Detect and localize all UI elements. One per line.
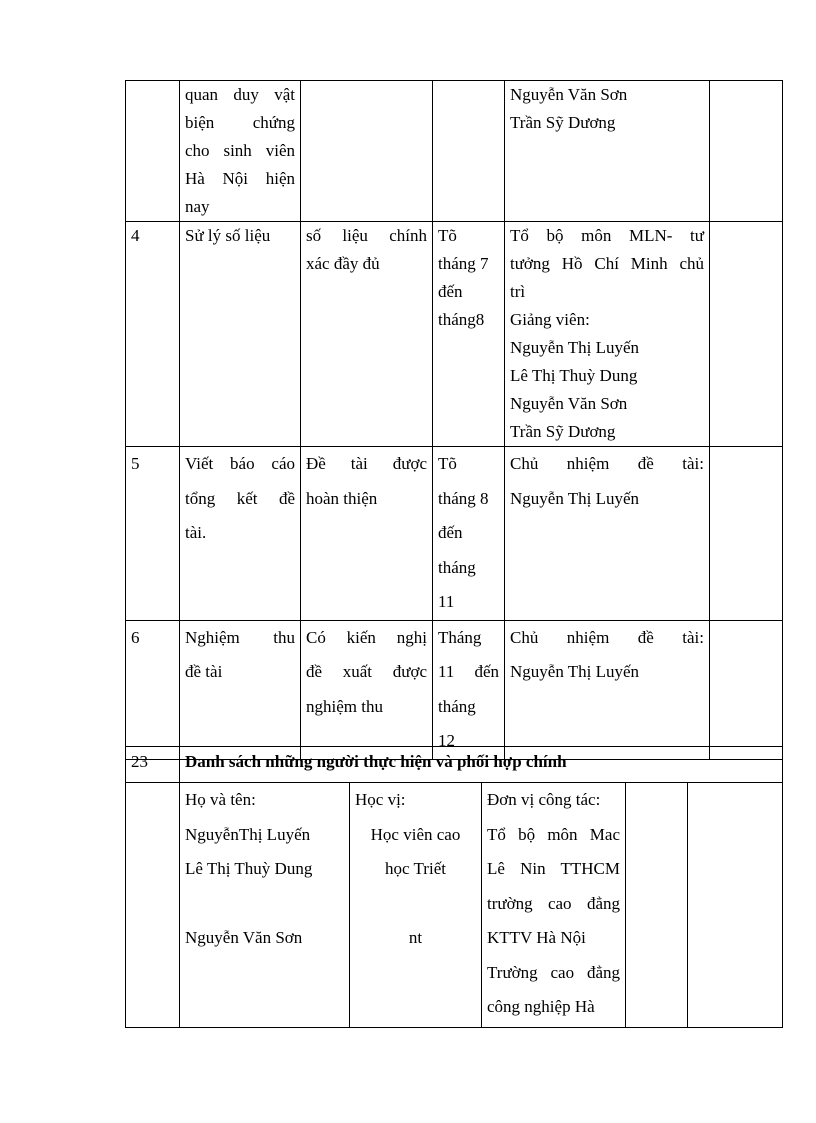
participant-name: [185, 887, 344, 922]
task-line: quan duy vật: [185, 85, 295, 104]
participant-name: Lê Thị Thuỳ Dung: [185, 859, 313, 878]
participant-degree: [355, 887, 476, 922]
person-line: Giảng viên:: [510, 310, 590, 329]
task-line: nay: [185, 197, 210, 216]
person-line: Nguyễn Thị Luyến: [510, 488, 640, 508]
task-line: biện chứng: [185, 113, 295, 132]
time-line: Tõ: [438, 226, 457, 245]
result-cell: [301, 620, 433, 759]
participant-unit: KTTV Hà Nội: [487, 928, 586, 947]
time-line: tháng: [438, 557, 476, 577]
people-cell: [505, 620, 710, 759]
participant-unit: Trường cao đẳng: [487, 962, 620, 982]
participant-unit: Lê Nin TTHCM: [487, 859, 620, 878]
person-line: trì: [510, 282, 526, 301]
task-line: cho sinh viên: [185, 141, 295, 160]
task-line: Sử lý số liệu: [185, 226, 271, 245]
task-cell: [180, 447, 301, 621]
result-line: số liệu chính: [306, 226, 427, 245]
task-line: tài.: [185, 523, 207, 542]
result-cell: [301, 447, 433, 621]
names-header: Họ và tên:: [185, 790, 256, 809]
table-row: [126, 222, 783, 447]
result-cell: [301, 222, 433, 447]
time-line: tháng 7: [438, 254, 489, 273]
row-number: 6: [126, 620, 180, 759]
note-cell: [710, 447, 783, 621]
time-line: 11: [438, 592, 455, 611]
time-cell: [433, 222, 505, 447]
participant-name: Nguyễn Văn Sơn: [185, 928, 303, 947]
task-line: đề tài: [185, 662, 223, 681]
participant-degree: học Triết: [385, 859, 446, 878]
empty-cell: [688, 783, 783, 1028]
degree-header: Học vị:: [355, 790, 406, 809]
task-line: Hà Nội hiện: [185, 169, 295, 188]
participant-degree: Học viên cao: [370, 824, 461, 844]
task-line: Nghiệm thu: [185, 627, 295, 647]
time-line: 11 đến: [438, 662, 499, 681]
result-line: hoàn thiện: [306, 488, 378, 508]
degrees-cell: [350, 783, 482, 1028]
result-line: đề xuất được: [306, 662, 427, 681]
task-cell: [180, 620, 301, 759]
empty-number-cell: [126, 783, 180, 1028]
task-cell: [180, 222, 301, 447]
time-cell: [433, 81, 505, 222]
time-cell: [433, 447, 505, 621]
empty-cell: [626, 783, 688, 1028]
note-cell: [710, 222, 783, 447]
time-line: tháng 8: [438, 488, 489, 508]
people-cell: [505, 81, 710, 222]
time-line: Tháng: [438, 627, 482, 647]
time-line: 12: [438, 731, 455, 750]
result-cell: [301, 81, 433, 222]
row-number: 4: [126, 222, 180, 447]
participant-unit: trường cao đẳng: [487, 893, 620, 913]
result-line: xác đầy đủ: [306, 254, 380, 273]
person-line: Chủ nhiệm đề tài:: [510, 454, 704, 473]
units-cell: [482, 783, 626, 1028]
participants-table: [125, 746, 783, 1028]
table-row: [126, 620, 783, 759]
participant-unit: công nghiệp Hà: [487, 997, 595, 1016]
section-title: Danh sách những người thực hiện và phối hợp chính: [180, 747, 783, 783]
schedule-table: [125, 80, 783, 760]
names-cell: [180, 783, 350, 1028]
row-number: 5: [126, 447, 180, 621]
participant-unit: Tổ bộ môn Mac: [487, 824, 620, 844]
time-line: tháng: [438, 696, 476, 716]
person-line: Nguyễn Thị Luyến: [510, 662, 640, 681]
time-line: đến: [438, 523, 463, 542]
person-line: Nguyễn Văn Sơn: [510, 85, 628, 104]
table-row: [126, 447, 783, 621]
task-line: Viết báo cáo: [185, 454, 295, 473]
participant-degree: nt: [408, 928, 423, 947]
task-line: tổng kết đề: [185, 488, 295, 508]
section-number: 23: [126, 747, 180, 783]
person-line: Nguyễn Thị Luyến: [510, 338, 640, 357]
time-line: Tõ: [438, 454, 457, 473]
person-line: Lê Thị Thuỳ Dung: [510, 366, 638, 385]
task-cell: [180, 81, 301, 222]
people-cell: [505, 222, 710, 447]
person-line: Tổ bộ môn MLN- tư: [510, 226, 704, 245]
person-line: Trần Sỹ Dương: [510, 113, 616, 132]
result-line: Có kiến nghị: [306, 627, 427, 647]
note-cell: [710, 81, 783, 222]
person-line: Chủ nhiệm đề tài:: [510, 627, 704, 647]
time-cell: [433, 620, 505, 759]
unit-header: Đơn vị công tác:: [487, 790, 601, 809]
time-line: đến: [438, 282, 463, 301]
section-header-row: [126, 747, 783, 783]
participants-row: [126, 783, 783, 1028]
participant-name: NguyễnThị Luyến: [185, 824, 311, 844]
table-row: [126, 81, 783, 222]
person-line: tưởng Hồ Chí Minh chủ: [510, 254, 704, 273]
people-cell: [505, 447, 710, 621]
person-line: Nguyễn Văn Sơn: [510, 394, 628, 413]
note-cell: [710, 620, 783, 759]
result-line: nghiệm thu: [306, 696, 383, 716]
result-line: Đề tài được: [306, 454, 427, 473]
row-number: [126, 81, 180, 222]
person-line: Trần Sỹ Dương: [510, 422, 616, 441]
time-line: tháng8: [438, 310, 485, 329]
